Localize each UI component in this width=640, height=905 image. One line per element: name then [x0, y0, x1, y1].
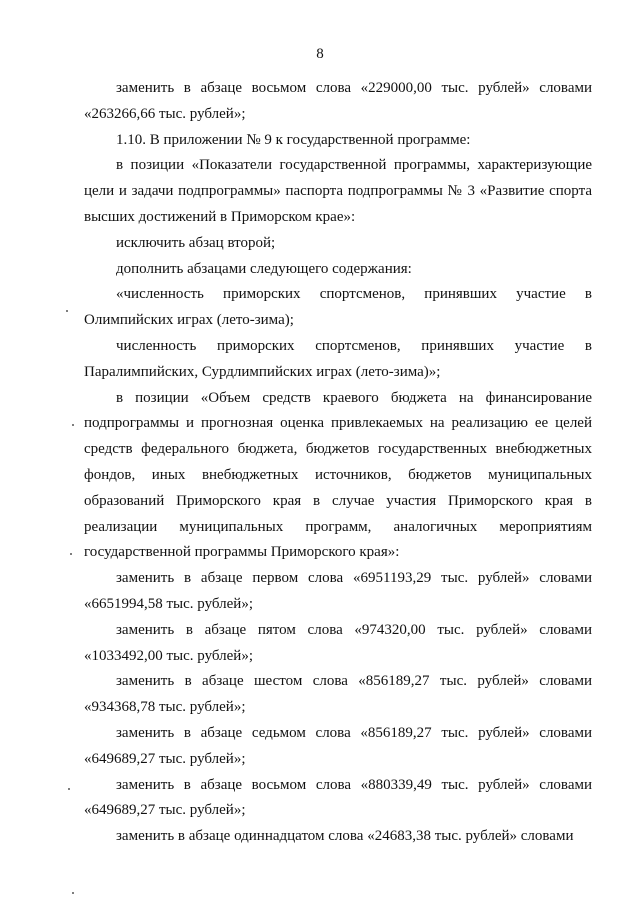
- paragraph: «численность приморских спортсменов, принявших участие в Олимпийских играх (лето-зима);: [84, 286, 592, 329]
- paragraph: заменить в абзаце седьмом слова «856189,27 тыс. рублей» словами «649689,27 тыс. рублей»;: [84, 724, 592, 767]
- paragraph: заменить в абзаце восьмом слова «880339,49 тыс. рублей» словами «649689,27 тыс. рублей»;: [84, 776, 592, 819]
- paragraph: заменить в абзаце восьмом слова «229000,00 тыс. рублей» словами «263266,66 тыс. рублей»;: [84, 80, 592, 122]
- paragraph: в позиции «Показатели государственной программы, характеризующие цели и задачи подпрограммы» паспорта подпрограммы № 3 «Развитие спорта высших достижений в Приморском крае»:: [84, 157, 592, 225]
- paragraph: 1.10. В приложении № 9 к государственной программе:: [116, 131, 471, 148]
- paragraph: исключить абзац второй;: [116, 234, 276, 251]
- page-number: 8: [316, 46, 324, 62]
- paragraph: заменить в абзаце шестом слова «856189,27 тыс. рублей» словами «934368,78 тыс. рублей»;: [84, 673, 592, 716]
- paragraph: дополнить абзацами следующего содержания:: [116, 260, 412, 277]
- paragraph: в позиции «Объем средств краевого бюджета на финансирование подпрограммы и прогнозная оценка привлекаемых на реализацию ее целей средств федерального бюджета, бюджетов государственных внебюджетных фондов, иных внебюджетных источников, бюджетов муниципальных образований Приморского края в случае участия Приморского края в реализации муниципальных программ, аналогичных мероприятиям государственной программы Приморского края»:: [84, 389, 592, 561]
- paragraph: заменить в абзаце первом слова «6951193,29 тыс. рублей» словами «6651994,58 тыс. рублей»;: [84, 570, 592, 612]
- paragraph: численность приморских спортсменов, принявших участие в Паралимпийских, Сурдлимпийских играх (лето-зима)»;: [84, 337, 592, 380]
- paragraph: заменить в абзаце одиннадцатом слова «24683,38 тыс. рублей» словами: [116, 828, 574, 845]
- document-body: [84, 76, 592, 850]
- paragraph: заменить в абзаце пятом слова «974320,00 тыс. рублей» словами «1033492,00 тыс. рублей»;: [84, 621, 592, 664]
